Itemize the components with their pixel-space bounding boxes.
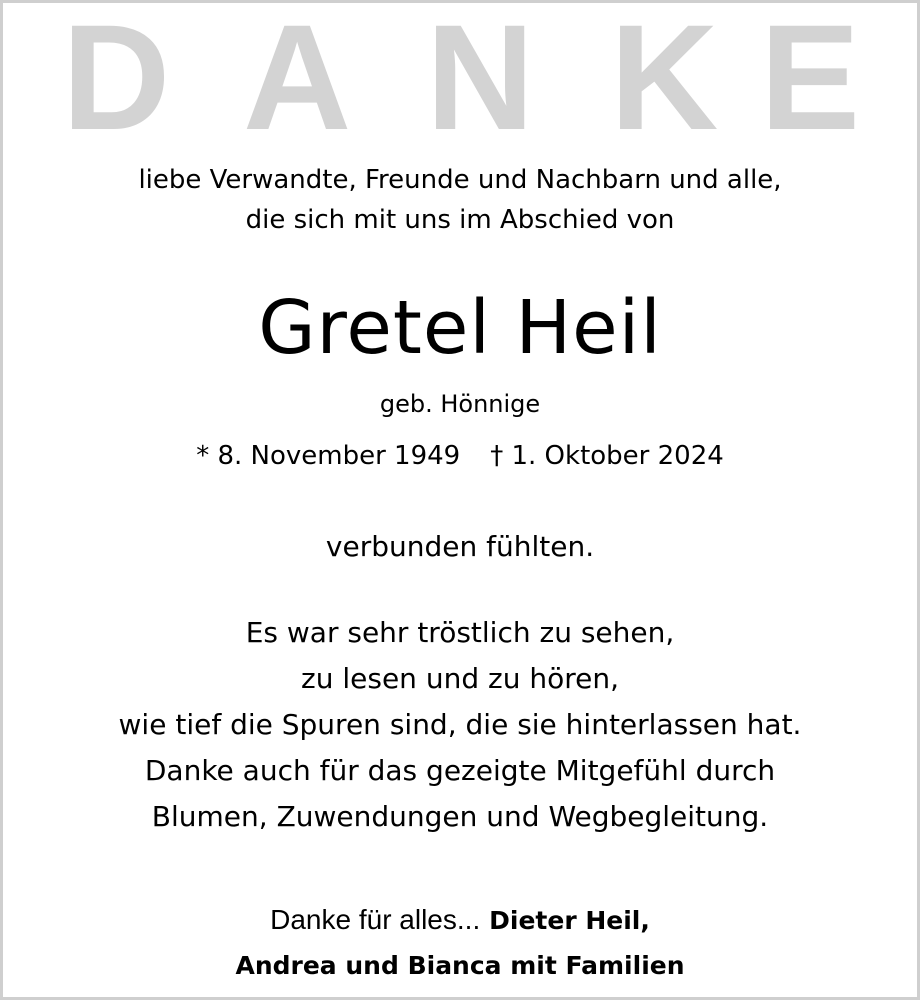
maiden-name: geb. Hönnige [379, 390, 541, 418]
closing-line-1 [0, 900, 920, 941]
danke-heading [0, 0, 920, 161]
intro-line-1: liebe Verwandte, Freunde und Nachbarn und alle, [138, 165, 782, 195]
closing-lead: Danke für alles... [270, 904, 481, 935]
message-line-3: wie tief die Spuren sind, die sie hinterlassen hat. [118, 708, 802, 741]
deceased-name: Gretel Heil [258, 285, 662, 371]
heading-letter: D [62, 0, 171, 161]
closing-line-2 [0, 945, 920, 986]
connected-line: verbunden fühlten. [325, 530, 595, 563]
message-line-5: Blumen, Zuwendungen und Wegbegleitung. [151, 800, 769, 833]
signature-line-2: Andrea und Bianca mit Familien [235, 951, 685, 980]
message-line-2: zu lesen und zu hören, [301, 662, 619, 695]
signature-line-1: Dieter Heil, [489, 906, 650, 935]
message-line-4: Danke auch für das gezeigte Mitgefühl durch [144, 754, 776, 787]
life-dates [0, 438, 920, 474]
heading-letter: N [426, 0, 535, 161]
message-line-1: Es war sehr tröstlich zu sehen, [245, 616, 675, 649]
death-date: † 1. Oktober 2024 [490, 441, 724, 471]
birth-date: * 8. November 1949 [196, 441, 461, 471]
heading-letter: K [610, 0, 719, 161]
heading-letter: E [760, 0, 861, 161]
intro-line-2: die sich mit uns im Abschied von [245, 205, 675, 235]
heading-letter: A [243, 0, 352, 161]
